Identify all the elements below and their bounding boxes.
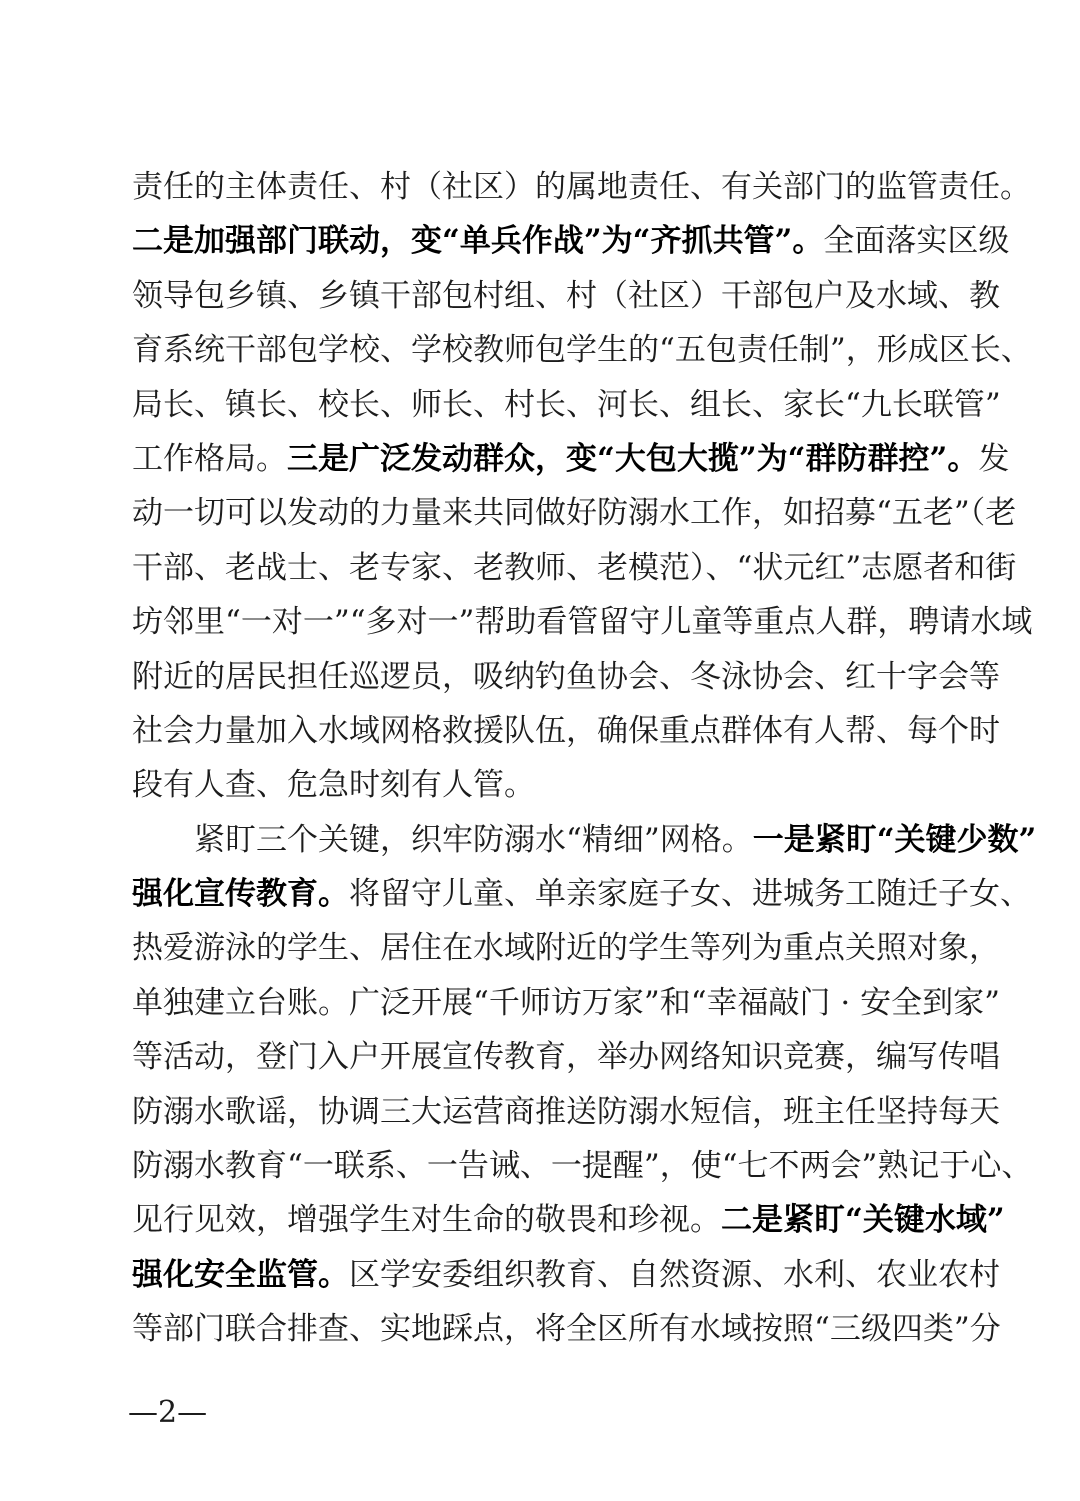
text-run: 防溺水歌谣，协调三大运营商推送防溺水短信，班主任坚持每天 <box>132 1093 1000 1130</box>
text-line <box>132 1085 1000 1139</box>
text-run: 育系统干部包学校、学校教师包学生的“五包责任制”，形成区长、 <box>132 332 1032 369</box>
text-run: 局长、镇长、校长、师长、村长、河长、组长、家长“九长联管” <box>132 386 1001 423</box>
text-line <box>132 595 1033 649</box>
bold-run: 强化安全监管。 <box>132 1256 349 1293</box>
text-line <box>132 541 1017 595</box>
text-run: 工作格局。 <box>132 440 287 477</box>
bold-run: 二是紧盯“关键水域” <box>721 1202 1005 1239</box>
text-run: 将留守儿童、单亲家庭子女、进城务工随迁子女、 <box>349 876 1031 913</box>
bold-run: 三是广泛发动群众，变“大包大揽”为“群防群控”。 <box>287 440 979 477</box>
text-run: 区学安委组织教育、自然资源、水利、农业农村 <box>349 1256 1000 1293</box>
text-run: 段有人查、危急时刻有人管。 <box>132 767 535 804</box>
text-line <box>132 269 1000 323</box>
text-run: 发 <box>978 440 1010 477</box>
text-run: 防溺水教育“一联系、一告诫、一提醒”，使“七不两会”熟记于心、 <box>132 1148 1033 1185</box>
page-number: —2— <box>128 1395 208 1430</box>
text-line <box>132 1030 1000 1084</box>
text-line <box>132 160 1031 214</box>
text-run: 动一切可以发动的力量来共同做好防溺水工作，如招募“五老”（老 <box>132 495 1017 532</box>
bold-run: 强化宣传教育。 <box>132 876 349 913</box>
text-line <box>132 867 1031 921</box>
bold-run: 一是紧盯“关键少数” <box>752 821 1037 858</box>
text-run: 热爱游泳的学生、居住在水域附近的学生等列为重点关照对象， <box>132 930 1000 967</box>
text-run: 社会力量加入水域网格救援队伍，确保重点群体有人帮、每个时 <box>132 712 1000 749</box>
paragraph-end-line <box>132 758 952 812</box>
body-text <box>132 160 1037 1357</box>
text-line <box>132 1248 1000 1302</box>
text-run: 全面落实区级 <box>823 223 1010 260</box>
text-line <box>132 1193 1005 1247</box>
text-line <box>132 921 1000 975</box>
text-line <box>132 650 1000 704</box>
text-run: 见行见效，增强学生对生命的敬畏和珍视。 <box>132 1202 721 1239</box>
text-line <box>132 214 1010 268</box>
text-run: 干部、老战士、老专家、老教师、老模范）、“状元红”志愿者和街 <box>132 549 1017 586</box>
text-line <box>132 1302 1001 1356</box>
text-line <box>132 378 1001 432</box>
text-line <box>132 486 1017 540</box>
text-line <box>132 1139 1033 1193</box>
text-run: 坊邻里“一对一”“多对一”帮助看管留守儿童等重点人群，聘请水域 <box>132 604 1033 641</box>
text-run: 等部门联合排查、实地踩点，将全区所有水域按照“三级四类”分 <box>132 1311 1001 1348</box>
text-run: 领导包乡镇、乡镇干部包村组、村（社区）干部包户及水域、教 <box>132 277 1000 314</box>
bold-run: 二是加强部门联动，变“单兵作战”为“齐抓共管”。 <box>132 223 824 260</box>
text-line <box>132 704 1000 758</box>
text-run: 附近的居民担任巡逻员，吸纳钓鱼协会、冬泳协会、红十字会等 <box>132 658 1000 695</box>
text-line <box>132 323 1032 377</box>
paragraph-start-line <box>132 813 1037 867</box>
text-line <box>132 976 1000 1030</box>
text-run: 紧盯三个关键，织牢防溺水“精细”网格。 <box>194 821 753 858</box>
text-run: 等活动，登门入户开展宣传教育，举办网络知识竞赛，编写传唱 <box>132 1039 1000 1076</box>
text-run: 责任的主体责任、村（社区）的属地责任、有关部门的监管责任。 <box>132 169 1031 205</box>
text-line <box>132 432 1010 486</box>
text-run: 单独建立台账。广泛开展“千师访万家”和“幸福敲门 · 安全到家” <box>132 984 1000 1021</box>
